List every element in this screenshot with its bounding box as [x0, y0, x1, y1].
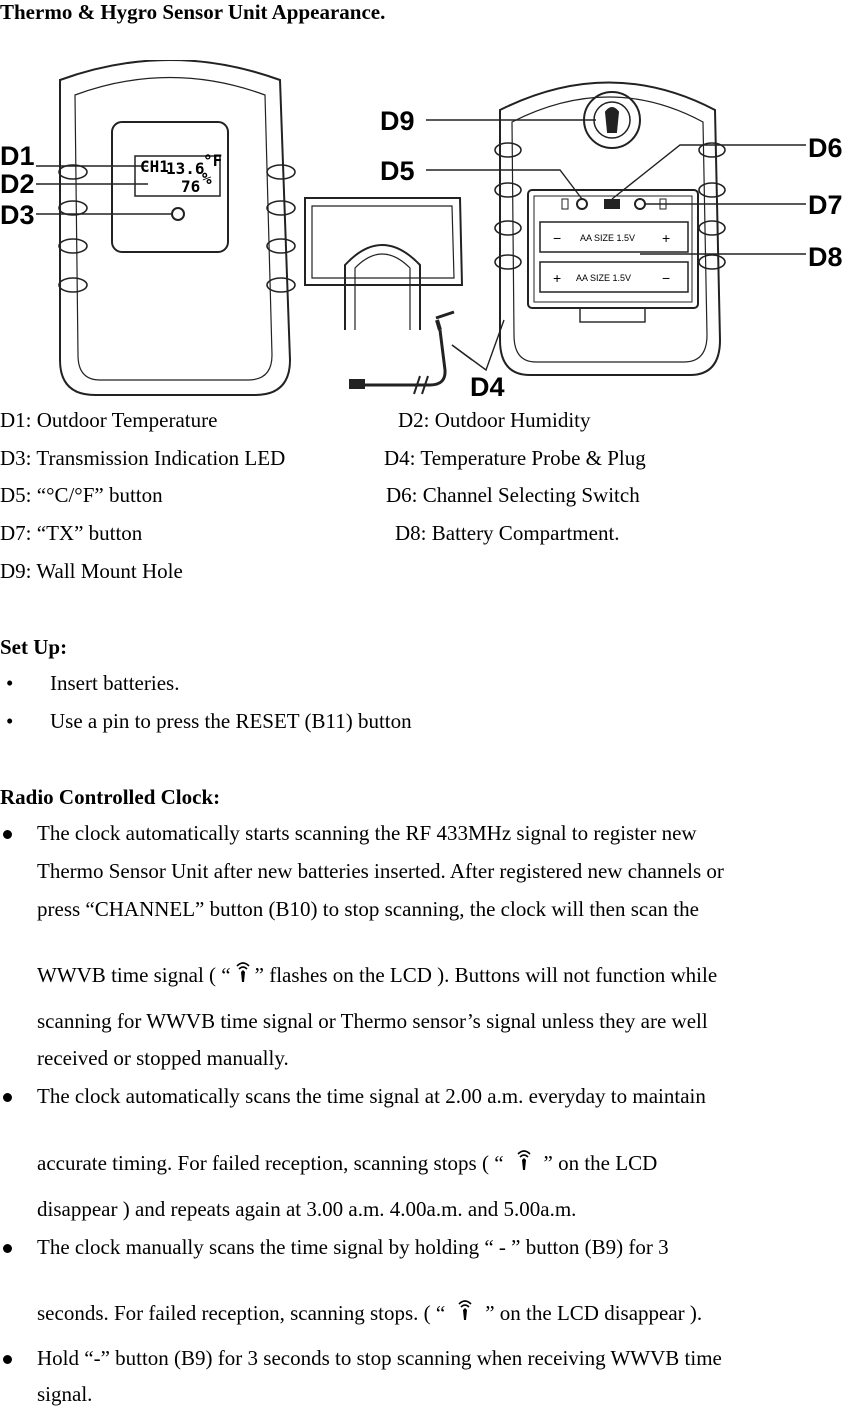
lcd-temperature: 13.6 [166, 159, 205, 178]
rcc-p3-line-1: The clock manually scans the time signal by holding “ - ” button (B9) for 3 [37, 1235, 669, 1259]
legend-d6: D6: Channel Selecting Switch [386, 483, 640, 507]
callout-d1: D1 [0, 141, 35, 171]
cf-button [577, 199, 587, 209]
legend-d1: D1: Outdoor Temperature [0, 408, 218, 432]
rcc-bullet-1 [3, 830, 12, 839]
lcd-humidity-unit: % [202, 169, 212, 188]
callout-d6: D6 [808, 133, 843, 163]
rcc-bullet-4 [3, 1355, 12, 1364]
rcc-p2-line-1: The clock automatically scans the time signal at 2.00 a.m. everyday to maintain [37, 1084, 706, 1108]
lcd-humidity: 76 [181, 177, 201, 196]
page-title: Thermo & Hygro Sensor Unit Appearance. [0, 0, 386, 24]
callout-d2: D2 [0, 169, 35, 199]
rcc-p2-line-2b: ” on the LCD [543, 1151, 658, 1175]
setup-bullet-1: • [6, 671, 14, 695]
setup-item-1: Insert batteries. [50, 671, 180, 695]
rcc-p1-line-5: scanning for WWVB time signal or Thermo sensor’s signal unless they are well [37, 1009, 708, 1033]
battery-1-minus: − [553, 230, 562, 246]
channel-switch [605, 200, 619, 208]
rcc-p4-line-1: Hold “-” button (B9) for 3 seconds to stop scanning when receiving WWVB time [37, 1346, 722, 1370]
rcc-p2-line-2a: accurate timing. For failed reception, scanning stops ( “ [37, 1151, 504, 1175]
rcc-p3-line-2b: ” on the LCD disappear ). [485, 1301, 703, 1325]
rcc-bullet-2 [3, 1093, 12, 1102]
tx-button [635, 199, 645, 209]
rcc-bullet-3 [3, 1244, 12, 1253]
temperature-probe [360, 330, 445, 385]
legend-d8: D8: Battery Compartment. [395, 521, 620, 545]
lcd-channel: CH1 [140, 157, 169, 176]
signal-antenna-icon [231, 958, 255, 984]
battery-2-minus: − [662, 270, 671, 286]
legend-d7: D7: “TX” button [0, 521, 143, 545]
rcc-p1-line-6: received or stopped manually. [37, 1046, 289, 1070]
rcc-p2-line-3: disappear ) and repeats again at 3.00 a.m. 4.00a.m. and 5.00a.m. [37, 1197, 577, 1221]
callout-d5: D5 [380, 156, 415, 186]
signal-antenna-icon [504, 1146, 544, 1172]
callout-d9: D9 [380, 106, 415, 136]
setup-bullet-2: • [6, 709, 14, 733]
front-unit-body [60, 60, 290, 395]
lcd-temp-unit: °F [203, 151, 223, 170]
callout-d3: D3 [0, 200, 35, 230]
rcc-p3-line-2 [37, 1296, 702, 1326]
callout-d4: D4 [470, 372, 505, 402]
battery-2-label: AA SIZE 1.5V [576, 273, 632, 283]
stand [305, 198, 462, 285]
rcc-p1-line-1: The clock automatically starts scanning the RF 433MHz signal to register new [37, 821, 697, 845]
legend-d5: D5: “°C/°F” button [0, 483, 163, 507]
rcc-p2-line-2 [37, 1146, 657, 1176]
rcc-p4-line-2: signal. [37, 1382, 93, 1406]
rcc-p3-line-2a: seconds. For failed reception, scanning stops. ( “ [37, 1301, 446, 1325]
rcc-p1-line-4a: WWVB time signal ( “ [37, 963, 231, 987]
legend-d3: D3: Transmission Indication LED [0, 446, 286, 470]
callout-d7: D7 [808, 190, 843, 220]
rcc-heading: Radio Controlled Clock: [0, 785, 221, 809]
rcc-p1-line-3: press “CHANNEL” button (B10) to stop scanning, the clock will then scan the [37, 897, 699, 921]
legend-d2: D2: Outdoor Humidity [398, 408, 591, 432]
signal-antenna-icon [445, 1296, 485, 1322]
setup-item-2: Use a pin to press the RESET (B11) button [50, 709, 412, 733]
callout-d8: D8 [808, 242, 843, 272]
rcc-p1-line-4 [37, 958, 717, 988]
rcc-p1-line-2: Thermo Sensor Unit after new batteries inserted. After registered new channels or [37, 859, 724, 883]
setup-heading: Set Up: [0, 635, 68, 659]
legend-d4: D4: Temperature Probe & Plug [384, 446, 646, 470]
rcc-p1-line-4b: ” flashes on the LCD ). Buttons will not function while [254, 963, 718, 987]
battery-2-plus: + [553, 270, 562, 286]
sensor-unit-illustration [0, 60, 857, 405]
battery-1-plus: + [662, 230, 671, 246]
battery-1-label: AA SIZE 1.5V [580, 233, 636, 243]
transmission-led [172, 208, 184, 220]
legend-d9: D9: Wall Mount Hole [0, 559, 183, 583]
